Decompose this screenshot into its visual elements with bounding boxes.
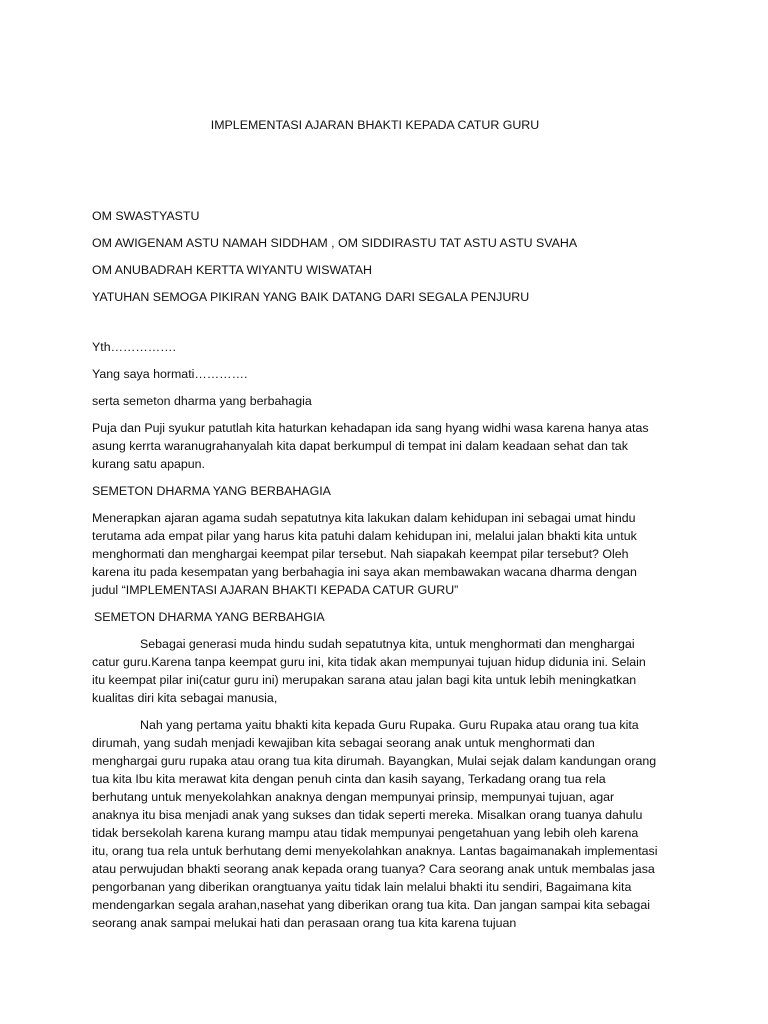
greeting-line-3: serta semeton dharma yang berbahagia — [92, 394, 312, 408]
paragraph-catur-guru: Sebagai generasi muda hindu sudah sepatutnya kita, untuk menghormati dan menghargai catur guru.Karena tanpa keempat guru ini, kita tidak akan mempunyai tujuan hidup didunia ini. Selain itu keempat pilar ini(catur guru ini) merupakan sarana atau jalan bagi kita untuk lebih meningkatkan kualitas diri kita sebagai manusia, — [92, 637, 646, 705]
paragraph-guru-rupaka: Nah yang pertama yaitu bhakti kita kepada Guru Rupaka. Guru Rupaka atau orang tua kita dirumah, yang sudah menjadi kewajiban kita sebagai seorang anak untuk menghormati dan menghargai guru rupaka atau orang tua kita dirumah. Bayangkan, Mulai sejak dalam kandungan orang tua kita Ibu kita merawat kita dengan penuh cinta dan kasih sayang, Terkadang orang tua rela berhutang untuk menyekolahkan anaknya dengan mempunyai prinsip, mempunyai tujuan, agar anaknya itu bisa menjadi anak yang sukses dan tidak seperti mereka. Misalkan orang tuanya dahulu tidak bersekolah karena kurang mampu atau tidak mempunyai pengetahuan yang lebih oleh karena itu, orang tua rela untuk berhutang demi menyekolahkan anaknya. Lantas bagaimanakah implementasi atau perwujudan bhakti seorang anak kepada orang tuanya? Cara seorang anak untuk membalas jasa pengorbanan yang diberikan orangtuanya yaitu tidak lain melalui bhakti itu sendiri, Bagaimana kita mendengarkan segala arahan,nasehat yang diberikan orang tua kita. Dan jangan sampai kita sebagai seorang anak sampai melukai hati dan perasaan orang tua kita karena tujuan — [92, 718, 658, 930]
section-heading-1: SEMETON DHARMA YANG BERBAHAGIA — [92, 484, 331, 498]
section-heading-2: SEMETON DHARMA YANG BERBAHGIA — [94, 610, 325, 624]
document-title: IMPLEMENTASI AJARAN BHAKTI KEPADA CATUR GURU — [210, 118, 540, 132]
paragraph-intro: Menerapkan ajaran agama sudah sepatutnya kita lakukan dalam kehidupan ini sebagai umat hindu terutama ada empat pilar yang harus kita patuhi dalam kehidupan ini, melalui jalan bhakti kita untuk menghormati dan menghargai keempat pilar tersebut. Nah siapakah keempat pilar tersebut? Oleh karena itu pada kesempatan yang berbahagia ini saya akan membawakan wacana dharma dengan judul “IMPLEMENTASI AJARAN BHAKTI KEPADA CATUR GURU” — [92, 511, 637, 597]
opening-line-3: OM ANUBADRAH KERTTA WIYANTU WISWATAH — [92, 263, 372, 277]
opening-line-1: OM SWASTYASTU — [92, 209, 200, 223]
greeting-line-1: Yth……………. — [92, 340, 176, 354]
opening-line-4: YATUHAN SEMOGA PIKIRAN YANG BAIK DATANG DARI SEGALA PENJURU — [92, 290, 530, 304]
opening-line-2: OM AWIGENAM ASTU NAMAH SIDDHAM , OM SIDDIRASTU TAT ASTU ASTU SVAHA — [92, 236, 578, 250]
paragraph-opening: Puja dan Puji syukur patutlah kita haturkan kehadapan ida sang hyang widhi wasa karena hanya atas asung kerrta waranugrahanyalah kita dapat berkumpul di tempat ini dalam keadaan sehat dan tak kurang satu apapun. — [92, 421, 649, 471]
greeting-line-2: Yang saya hormati…………. — [92, 367, 248, 381]
